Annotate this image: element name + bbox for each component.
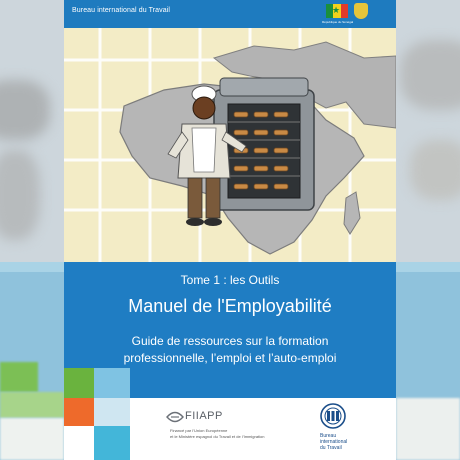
coat-of-arms-icon xyxy=(354,3,368,19)
accent-square-green xyxy=(64,368,94,398)
fiiapp-name: FIIAPP xyxy=(185,410,223,422)
ilo-line-1: Bureau xyxy=(320,433,337,439)
accent-square-cyan xyxy=(94,426,130,460)
accent-square-paleblue xyxy=(94,398,130,426)
accent-square-lightblue xyxy=(94,368,130,398)
coat-of-arms-label: République du Sénégal xyxy=(322,20,354,24)
ilo-emblem-icon xyxy=(316,402,350,430)
ilo-line-2: international xyxy=(320,439,348,445)
flag-star-icon: ★ xyxy=(332,5,341,15)
accent-square-orange xyxy=(64,398,94,426)
subtitle-line-1: Guide de ressources sur la formation xyxy=(131,334,329,348)
volume-label: Tome 1 : les Outils xyxy=(180,273,280,287)
ilo-name xyxy=(320,433,347,451)
funding-statement xyxy=(170,428,320,440)
funding-line-1: Financé par l’Union Européenne xyxy=(170,428,228,433)
header-organization: Bureau international du Travail xyxy=(72,7,171,14)
book-cover xyxy=(64,0,396,460)
background-tile-white xyxy=(0,418,64,460)
cover-title: Manuel de l'Employabilité xyxy=(128,296,332,316)
fiiapp-logo-icon xyxy=(166,410,184,424)
background-tile-green xyxy=(0,362,38,392)
background-tile-light-green xyxy=(0,392,64,418)
funding-line-2: et le Ministère espagnol du Travail et de l’Immigration xyxy=(170,434,265,439)
subtitle-line-2: professionnelle, l’emploi et l’auto-emploi xyxy=(123,351,337,365)
ilo-line-3: du Travail xyxy=(320,445,342,451)
cover-subtitle xyxy=(84,333,376,367)
cover-illustration xyxy=(64,28,396,262)
background-tile-cream xyxy=(396,398,460,460)
